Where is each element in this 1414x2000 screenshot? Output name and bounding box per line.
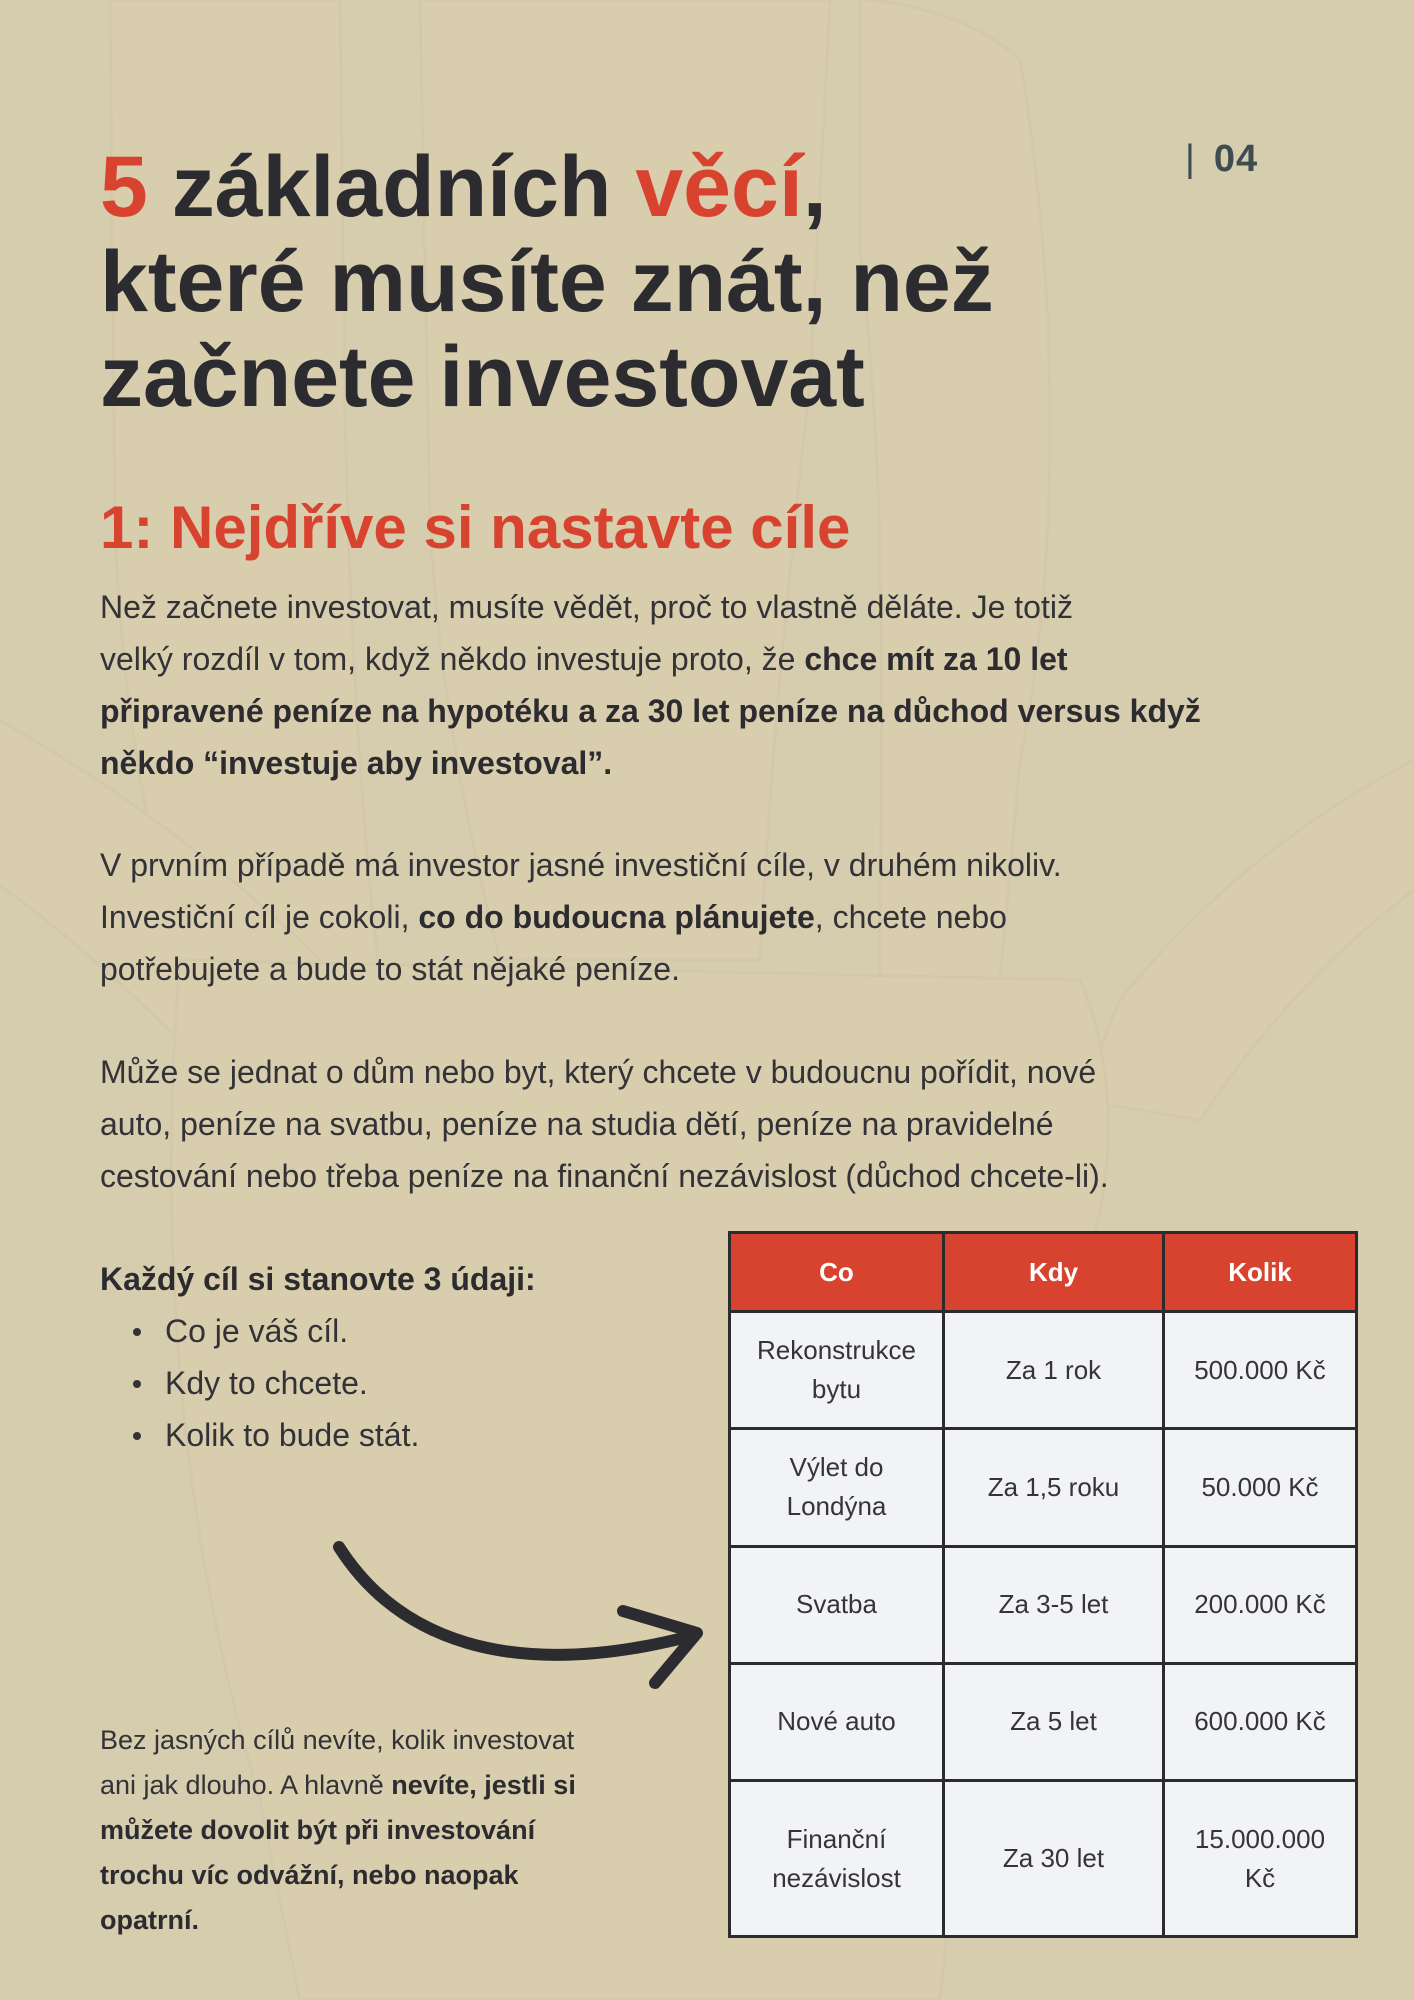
paragraph-line xyxy=(100,891,1360,943)
paragraph-bold-text: můžete dovolit být při investování xyxy=(100,1815,536,1845)
cell-kdy: Za 30 let xyxy=(944,1781,1164,1937)
goals-table xyxy=(728,1231,1358,1938)
cell-kdy: Za 3-5 let xyxy=(944,1546,1164,1663)
cell-co xyxy=(730,1312,944,1429)
paragraph-line: auto, peníze na svatbu, peníze na studia dětí, peníze na pravidelné xyxy=(100,1106,1054,1142)
paragraph-line xyxy=(100,633,1360,685)
paragraph-line: cestování nebo třeba peníze na finanční nezávislost (důchod chcete-li). xyxy=(100,1158,1109,1194)
cell-text: 200.000 Kč xyxy=(1194,1589,1326,1620)
title-line-2: které musíte znát, než xyxy=(100,234,994,330)
header-co: Co xyxy=(730,1233,944,1312)
cell-kdy: Za 1,5 roku xyxy=(944,1429,1164,1546)
title-line-3: začnete investovat xyxy=(100,329,865,425)
table-header-row xyxy=(730,1233,1357,1312)
page-number-divider: | xyxy=(1185,138,1196,180)
cell-co xyxy=(730,1546,944,1663)
paragraph-line: Než začnete investovat, musíte vědět, proč to vlastně děláte. Je totiž xyxy=(100,589,1073,625)
goals-list xyxy=(100,1305,419,1461)
paragraph-text: , chcete nebo xyxy=(814,899,1007,935)
paragraph-bold-text: opatrní. xyxy=(100,1905,199,1935)
paragraph-line: Bez jasných cílů nevíte, kolik investovat xyxy=(100,1725,575,1755)
paragraph-line xyxy=(100,685,1360,737)
paragraph-line xyxy=(100,1853,680,1898)
paragraph-bold-text: trochu víc odvážní, nebo naopak xyxy=(100,1860,519,1890)
cell-kolik xyxy=(1164,1429,1357,1546)
list-item: Kdy to chcete. xyxy=(100,1357,419,1409)
list-item: Co je váš cíl. xyxy=(100,1305,419,1357)
curved-arrow-icon xyxy=(325,1535,725,1695)
table-row xyxy=(730,1312,1357,1429)
page-number-value: 04 xyxy=(1213,138,1259,180)
cell-text: Kč xyxy=(1244,1862,1276,1893)
cell-text: Londýna xyxy=(786,1491,887,1522)
table-row xyxy=(730,1546,1357,1663)
header-kolik: Kolik xyxy=(1164,1233,1357,1312)
cell-text: 600.000 Kč xyxy=(1194,1706,1326,1737)
cell-text: Nové auto xyxy=(777,1706,896,1737)
title-line-1 xyxy=(100,140,1100,235)
cell-text: nezávislost xyxy=(772,1862,901,1893)
paragraph-line: Může se jednat o dům nebo byt, který chcete v budoucnu pořídit, nové xyxy=(100,1054,1097,1090)
paragraph-line: potřebujete a bude to stát nějaké peníze. xyxy=(100,951,680,987)
title-number: 5 xyxy=(100,139,148,235)
paragraph-bold-text: někdo “investuje aby investoval”. xyxy=(100,745,613,781)
cell-text: Výlet do xyxy=(789,1452,884,1483)
section-heading: 1: Nejdříve si nastavte cíle xyxy=(100,494,851,561)
paragraph-line xyxy=(100,1898,680,1943)
paragraph-bold-text: nevíte, jestli si xyxy=(391,1770,576,1800)
paragraph-bold-text: připravené peníze na hypotéku a za 30 let peníze na důchod versus když xyxy=(100,693,1201,729)
title-accent-word: věcí xyxy=(635,139,803,235)
paragraph-bold-text: co do budoucna plánujete xyxy=(418,899,815,935)
cell-text: Finanční xyxy=(786,1823,887,1854)
table-row xyxy=(730,1663,1357,1780)
paragraph-line xyxy=(100,737,1360,789)
paragraph-text: Investiční cíl je cokoli, xyxy=(100,899,419,935)
header-kdy: Kdy xyxy=(944,1233,1164,1312)
cell-text: Svatba xyxy=(796,1589,877,1620)
title-text: základních xyxy=(147,139,636,235)
cell-kolik xyxy=(1164,1546,1357,1663)
paragraph-text: ani jak dlouho. A hlavně xyxy=(100,1770,392,1800)
paragraph-line xyxy=(100,1808,680,1853)
cell-kolik xyxy=(1164,1312,1357,1429)
cell-co xyxy=(730,1663,944,1780)
paragraph-line xyxy=(100,1763,680,1808)
paragraph-bold-text: chce mít za 10 let xyxy=(804,641,1068,677)
cell-text: 500.000 Kč xyxy=(1194,1354,1326,1385)
cell-kdy: Za 1 rok xyxy=(944,1312,1164,1429)
page-title xyxy=(100,140,1100,425)
cell-text: 15.000.000 xyxy=(1194,1823,1326,1854)
cell-text: bytu xyxy=(811,1374,862,1405)
page-number xyxy=(1185,138,1258,181)
goals-heading: Každý cíl si stanovte 3 údaji: xyxy=(100,1261,536,1297)
cell-kolik xyxy=(1164,1663,1357,1780)
title-comma: , xyxy=(802,139,827,235)
cell-kdy: Za 5 let xyxy=(944,1663,1164,1780)
paragraph-text: velký rozdíl v tom, když někdo investuje proto, že xyxy=(100,641,805,677)
paragraph-goal-examples xyxy=(100,1046,1360,1202)
paragraph-goals-intro xyxy=(100,581,1360,789)
cell-text: 50.000 Kč xyxy=(1201,1471,1319,1502)
paragraph-investment-goal xyxy=(100,839,1360,995)
table-row xyxy=(730,1429,1357,1546)
closing-paragraph xyxy=(100,1718,680,1943)
cell-co xyxy=(730,1429,944,1546)
cell-co xyxy=(730,1781,944,1937)
table-row xyxy=(730,1781,1357,1937)
cell-kolik xyxy=(1164,1781,1357,1937)
cell-text: Rekonstrukce xyxy=(757,1335,916,1366)
paragraph-line: V prvním případě má investor jasné investiční cíle, v druhém nikoliv. xyxy=(100,847,1062,883)
list-item: Kolik to bude stát. xyxy=(100,1409,419,1461)
